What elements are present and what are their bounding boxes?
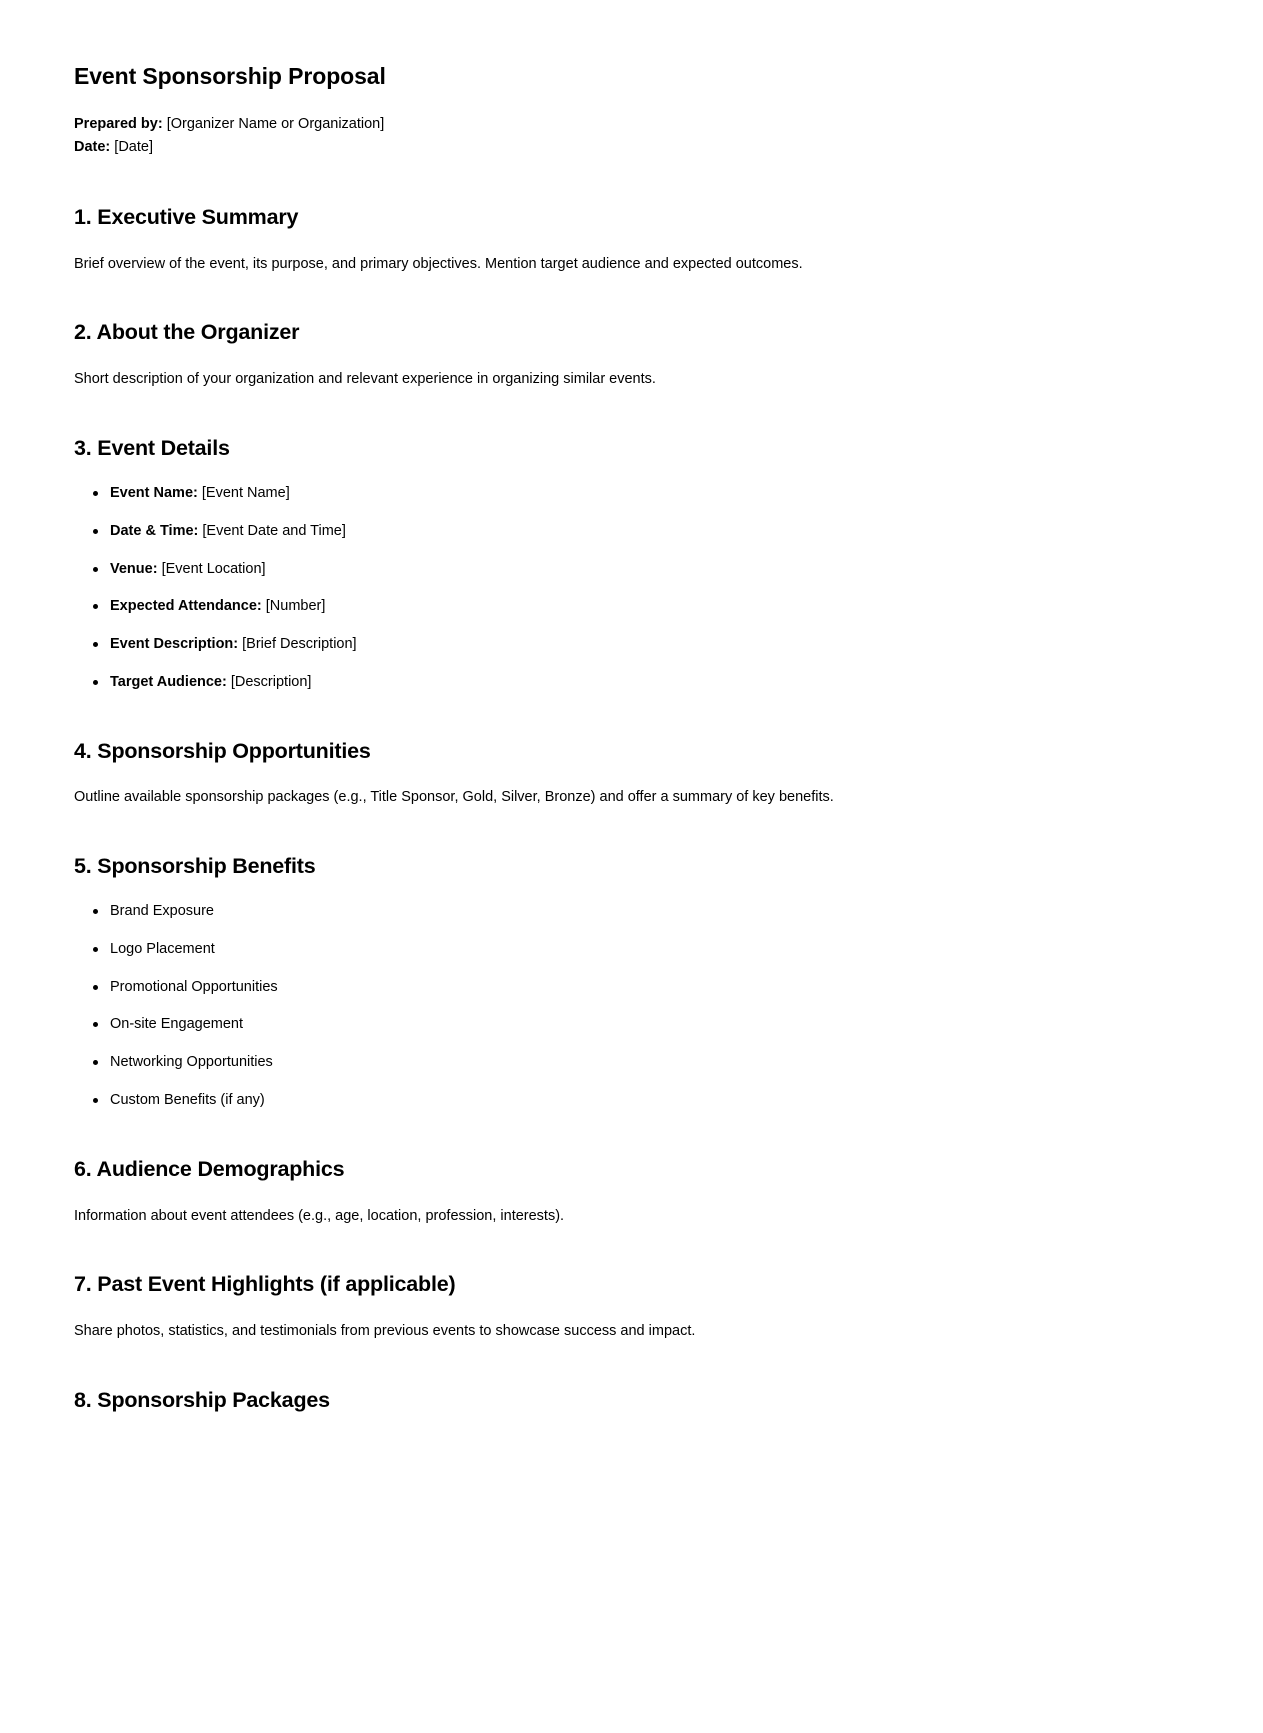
- list-item: [110, 1014, 1189, 1036]
- list-item-value: Brand Exposure: [110, 903, 214, 920]
- section-past-event-highlights: [74, 1271, 1189, 1343]
- metadata-label: Prepared by:: [74, 115, 163, 132]
- section-sponsorship-benefits: [74, 853, 1189, 1111]
- section-heading: 4. Sponsorship Opportunities: [74, 738, 371, 763]
- list-item-value: [Number]: [265, 598, 326, 615]
- section-sponsorship-packages: [74, 1387, 1189, 1415]
- list-item-label: Venue:: [110, 560, 158, 577]
- section-heading: 3. Event Details: [74, 436, 230, 461]
- list-item: [110, 1090, 1189, 1112]
- section-about-the-organizer: [74, 319, 1189, 391]
- document-metadata: [74, 113, 1189, 160]
- section-heading: 8. Sponsorship Packages: [74, 1388, 330, 1413]
- section-paragraph: Information about event attendees (e.g., age, location, profession, interests).: [74, 1207, 565, 1224]
- section-sponsorship-opportunities: [74, 738, 1189, 810]
- list-item-label: Date & Time:: [110, 522, 199, 539]
- list-item-value: Promotional Opportunities: [110, 978, 278, 995]
- section-executive-summary: [74, 204, 1189, 276]
- list-item: [110, 1052, 1189, 1074]
- section-heading: 2. About the Organizer: [74, 320, 300, 345]
- metadata-label: Date:: [74, 139, 111, 156]
- list-item: [110, 977, 1189, 999]
- section-paragraph: Share photos, statistics, and testimonials from previous events to showcase success and impact.: [74, 1323, 696, 1340]
- section-heading: 7. Past Event Highlights (if applicable): [74, 1272, 456, 1297]
- list-item: [110, 634, 1189, 656]
- list-item-label: Event Description:: [110, 636, 239, 653]
- section-heading: 5. Sponsorship Benefits: [74, 854, 316, 879]
- list-item-value: On-site Engagement: [110, 1016, 243, 1033]
- list-item: [110, 559, 1189, 581]
- list-item: [110, 901, 1189, 923]
- list-item: [110, 596, 1189, 618]
- list-item-label: Expected Attendance:: [110, 598, 262, 615]
- list-item-value: Networking Opportunities: [110, 1054, 273, 1071]
- section-paragraph: Brief overview of the event, its purpose, and primary objectives. Mention target audience and expected outcomes.: [74, 255, 803, 272]
- list-item: [110, 521, 1189, 543]
- page-title: Event Sponsorship Proposal: [74, 63, 386, 89]
- section-heading: 1. Executive Summary: [74, 204, 299, 229]
- list-item-value: [Brief Description]: [242, 636, 357, 653]
- list-item: [110, 672, 1189, 694]
- metadata-value: [Date]: [114, 139, 153, 156]
- metadata-row-date: [74, 136, 1189, 159]
- sponsorship-benefits-list: [74, 901, 1189, 1112]
- metadata-value: [Organizer Name or Organization]: [166, 115, 385, 132]
- section-paragraph: Outline available sponsorship packages (e.g., Title Sponsor, Gold, Silver, Bronze) and offer a summary of key benefits.: [74, 789, 834, 806]
- list-item: [110, 939, 1189, 961]
- list-item-value: Custom Benefits (if any): [110, 1091, 265, 1108]
- list-item-label: Event Name:: [110, 485, 198, 502]
- section-audience-demographics: [74, 1156, 1189, 1228]
- list-item-value: [Event Date and Time]: [202, 522, 346, 539]
- section-heading: 6. Audience Demographics: [74, 1156, 345, 1181]
- list-item-value: Logo Placement: [110, 940, 215, 957]
- list-item-value: [Event Location]: [161, 560, 266, 577]
- metadata-row-prepared-by: [74, 113, 1189, 136]
- list-item-value: [Description]: [230, 673, 312, 690]
- list-item-label: Target Audience:: [110, 673, 227, 690]
- list-item-value: [Event Name]: [201, 485, 290, 502]
- section-paragraph: Short description of your organization and relevant experience in organizing similar events.: [74, 371, 656, 388]
- list-item: [110, 483, 1189, 505]
- event-details-list: [74, 483, 1189, 694]
- section-event-details: [74, 435, 1189, 693]
